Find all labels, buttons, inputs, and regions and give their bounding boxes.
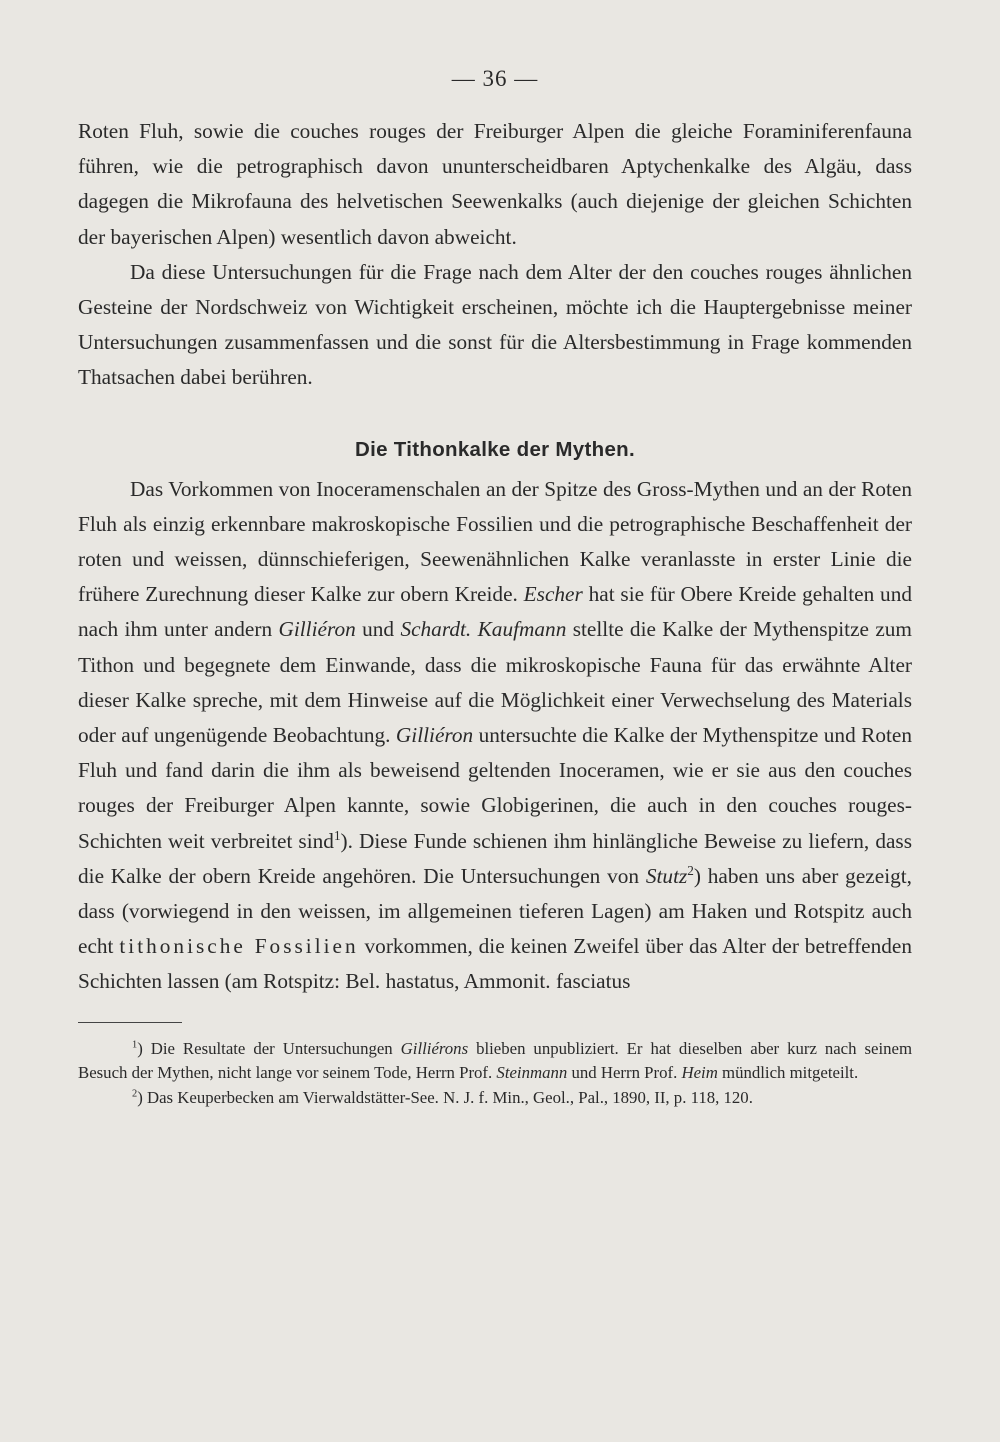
author-name-gillieron: Gilliéron: [278, 617, 356, 642]
text-segment: blieben unpubliziert. Er hat dieselben aber kurz nach seinem Besuch der Mythen, nicht lange vor seinem Tode, Herrn Prof.: [78, 1038, 913, 1083]
text-segment: und: [362, 617, 395, 642]
footnote-ref-1: 1: [333, 827, 341, 843]
spaced-emphasis: tithonische Fossilien: [119, 934, 359, 959]
text-segment: ) haben uns aber gezeigt, dass (vorwiegend in den weissen, im allgemeinen tieferen Lagen) am Haken und Rotspitz auch echt: [78, 863, 912, 959]
text-segment: vorkommen, die keinen Zweifel über das Alter der betreffenden Schichten lassen (am Rotspitz: Bel. hastatus, Ammonit. fasciatus: [78, 934, 913, 994]
text-segment: untersuchte die Kalke der Mythenspitze und Roten Fluh und fand darin die ihm als beweisend geltenden Inoceramen, wie er sie aus den couches rouges der Freiburger Alpen kannte, sowie Globigerinen, die auch in den couches rouges-Schichten weit verbreitet sind: [78, 723, 913, 853]
footnote-2: [78, 1086, 912, 1111]
text-segment: ) Die Resultate der Untersuchungen: [137, 1038, 393, 1058]
author-name-gillieron-2: Gilliéron: [395, 723, 474, 748]
text-segment: und Herrn Prof.: [571, 1063, 678, 1083]
text-segment: ) Das Keuperbecken am Vierwaldstätter-See. N. J. f. Min., Geol., Pal., 1890, II, p. 118, 120.: [137, 1087, 753, 1107]
paragraph-continuation: Roten Fluh, sowie die couches rouges der Freiburger Alpen die gleiche Foraminiferenfauna führen, wie die petrographisch davon ununterscheidbaren Aptychenkalke des Algäu, dass dagegen die Mikrofauna des helvetischen Seewenkalks (auch diejenige der gleichen Schichten der bayerischen Alpen) wesentlich davon abweicht.: [78, 119, 912, 249]
paragraph-untersuchungen: Da diese Untersuchungen für die Frage nach dem Alter der den couches rouges ähnlichen Gesteine der Nordschweiz von Wichtigkeit erscheinen, möchte ich die Hauptergebnisse meiner Untersuchungen zusammenfassen und die sonst für die Altersbestimmung in Frage kommenden Thatsachen dabei berühren.: [78, 259, 912, 390]
footnote-1: [78, 1037, 912, 1086]
paragraph-tithonkalke: [78, 472, 912, 1000]
text-segment: hat sie für Obere Kreide gehalten und nach ihm unter andern: [78, 582, 912, 642]
footnote-ref-2: 2: [687, 862, 694, 878]
section-heading: Die Tithonkalke der Mythen.: [355, 437, 635, 461]
author-name-escher: Escher: [523, 582, 583, 607]
footnote-divider: [78, 1022, 182, 1023]
author-name-heim: Heim: [681, 1063, 718, 1083]
author-name-kaufmann: Kaufmann: [477, 617, 567, 642]
text-segment: Das Vorkommen von Inoceramenschalen an der Spitze des Gross-Mythen und an der Roten Fluh als einzig erkennbare makroskopische Fossilien und die petrographische Beschaffenheit der roten und weissen, dünnschieferigen, Seewenähnlichen Kalke veranlasste in erster Linie die frühere Zurechnung dieser Kalke zur obern Kreide.: [78, 476, 912, 607]
page-number: — 36 —: [451, 66, 539, 91]
text-segment: stellte die Kalke der Mythenspitze zum Tithon und begegnete dem Einwande, dass die mikroskopische Fauna für das erwähnte Alter dieser Kalke spreche, mit dem Hinweise auf die Möglichkeit einer Verwechselung des Materials oder auf ungenügende Beobachtung.: [78, 617, 912, 748]
text-segment: mündlich mitgeteilt.: [722, 1063, 859, 1083]
author-name-steinmann: Steinmann: [496, 1063, 568, 1083]
footnote-marker-1: 1: [132, 1039, 138, 1051]
author-name-stutz: Stutz: [645, 863, 688, 888]
author-name-schardt: Schardt.: [400, 617, 472, 642]
author-name-gillierons: Gilliérons: [400, 1038, 469, 1058]
text-segment: ). Diese Funde schienen ihm hinlängliche Beweise zu liefern, dass die Kalke der obern Kreide angehören. Die Untersuchungen von: [78, 828, 912, 888]
footnote-marker-2: 2: [132, 1088, 138, 1100]
